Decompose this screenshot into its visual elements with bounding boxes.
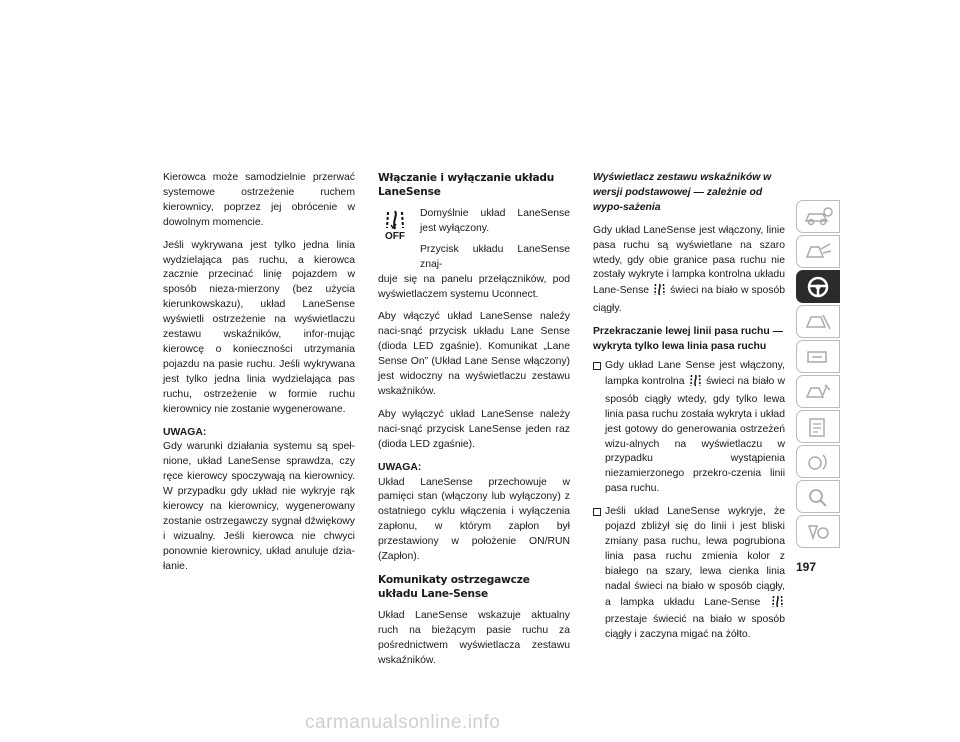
tab-service[interactable] [796, 375, 840, 408]
multimedia-tab-icon [803, 451, 833, 473]
list-item: Gdy układ Lane Sense jest włączony, lampka kontrolna świeci na biało w sposób ciągły wtedy, gdy tylko lewa linia pasa ruchu została wykryta i układ jest gotowy do generowania ostrzeżeń wizu-alnych na wyświetlaczu w przypadku wystąpienia niezamierzonego przekro-czenia linii pasa ruchu. [593, 359, 785, 497]
watermark: carmanualsonline.info [305, 712, 501, 733]
column-middle [378, 171, 570, 677]
note-text: Gdy warunki działania systemu są speł-nione, układ LaneSense sprawdza, czy ręce kierowcy spoczywają na kierownicy. W przypadku gdy układ nie wykryje rąk kierowcy na kierownicy, wygenerowany zostanie ostrzegawczy sygnał dźwiękowy i wizualny. Jeśli kierowca nie chwyci ponownie kierownicy, układ anuluje dzia-łanie. [163, 441, 355, 572]
paragraph: Aby włączyć układ LaneSense naleźy naci-snąć przycisk układu Lane Sense (dioda LED zgaśnie). Komunikat „Lane Sense On” (Układ Lane Sense włączony) jest widoczny na wyświetlaczu zestawu wskaźników. [378, 311, 570, 397]
list-item: Jeśli układ LaneSense wykryje, że pojazd zbliżył się do linii i jest bliski zmiany pasa ruchu, lewa pogrubiona linia pasa ruchu zmienia kolor z białego na szary, lewa cienka linia nadal świeci na biało w sposób ciągły, a lampka układu Lane-Sense przestaje świecić na biało w sposób ciągły i zaczyna migać na żółto. [593, 505, 785, 643]
driving-tab-icon [806, 275, 830, 299]
paragraph: Przycisk układu LaneSense znaj- [420, 243, 570, 270]
lanesense-icon [772, 595, 783, 614]
section-heading: Komunikaty ostrzegawcze układu Lane-Sense [378, 573, 530, 600]
off-label: OFF [385, 231, 405, 242]
bullet-box-icon [593, 508, 601, 516]
tab-driving[interactable] [796, 270, 840, 303]
paragraph: Gdy układ LaneSense jest włączony, linie pasa ruchu są wyświetlane na szaro wtedy, gdy obie granice pasa ruchu nie zostały wykryte i lampka kontrolna układu Lane-Sense świeci na biało w sposób ciągły. [593, 224, 786, 315]
tab-emergency[interactable] [796, 340, 840, 373]
car-info-tab-icon [803, 206, 833, 228]
lanesense-off-icon [378, 210, 412, 273]
note-title: UWAGA: [163, 426, 207, 438]
paragraph: Układ LaneSense wskazuje aktualny ruch na bieżącym pasie ruchu za pośrednictwem wyświetlacza zestawu wskaźników. [378, 609, 570, 666]
emergency-tab-icon [803, 346, 833, 368]
paragraph: Domyślnie układ LaneSense jest wyłączony. [420, 208, 570, 234]
bullet-box-icon [593, 362, 601, 370]
specs-tab-icon [803, 416, 833, 438]
column-right [593, 171, 785, 651]
column-left [163, 171, 355, 583]
icon-paragraph [378, 207, 570, 273]
subsection-heading: Wyświetlacz zestawu wskaźników w wersji podstawowej — zależnie od wypo-sażenia [593, 172, 772, 213]
note-title: UWAGA: [378, 461, 422, 473]
section-heading: Włączanie i wyłączanie układu LaneSense [378, 172, 555, 198]
language-tab-icon [803, 521, 833, 543]
tab-multimedia[interactable] [796, 445, 840, 478]
lanesense-icon [654, 283, 665, 302]
tab-language[interactable] [796, 515, 840, 548]
tab-instrument[interactable] [796, 305, 840, 338]
instrument-tab-icon [803, 311, 833, 333]
tab-index[interactable] [796, 480, 840, 513]
paragraph: duje się na panelu przełączników, pod wyświetlaczem systemu Uconnect. [378, 273, 570, 300]
paragraph: Kierowca może samodzielnie przerwać systemowe ostrzeżenie ruchem kierownicy, poprzez jej obrócenie w dowolnym momencie. [163, 172, 355, 228]
bullet-list [593, 359, 785, 643]
tab-car-info[interactable] [796, 200, 840, 233]
page-number: 197 [796, 560, 817, 574]
tab-safety[interactable] [796, 235, 840, 268]
index-tab-icon [803, 486, 833, 508]
tab-specs[interactable] [796, 410, 840, 443]
service-tab-icon [803, 381, 833, 403]
paragraph: Jeśli wykrywana jest tylko jedna linia wydzielająca pas ruchu, a kierowca zacznie przecinać linię pojazdem w sposób nieza-mierzony (bez użycia kierunkowskazu), układ LaneSense wyświetli ostrzeżenie na wyświetlaczu zestawu wskaźników, infor-mując kierowcę o konieczności utrzymania pojazdu na pasie ruchu. Jeśli wykrywana jest tylko jedna linia wydzielająca pas ruchu, ostrzeżenie w formie ruchu kierownicy nie zostanie wygenerowane. [163, 239, 355, 415]
subsection-heading: Przekraczanie lewej linii pasa ruchu — wykryta tylko lewa linia pasa ruchu [593, 326, 783, 353]
safety-tab-icon [803, 241, 833, 263]
lanesense-icon [690, 374, 701, 393]
paragraph: Aby wyłączyć układ LaneSense należy naci-snąć przycisk LaneSense jeden raz (dioda LED zgaśnie). [378, 408, 570, 450]
note-text: Układ LaneSense przechowuje w pamięci stan (włączony lub wyłączony) z ostatniego cyklu włączenia i wyłączenia zapłonu, w którym zapłon był przestawiony w położenie ON/RUN (Zapłon). [378, 476, 570, 563]
chapter-tabs [796, 200, 842, 550]
